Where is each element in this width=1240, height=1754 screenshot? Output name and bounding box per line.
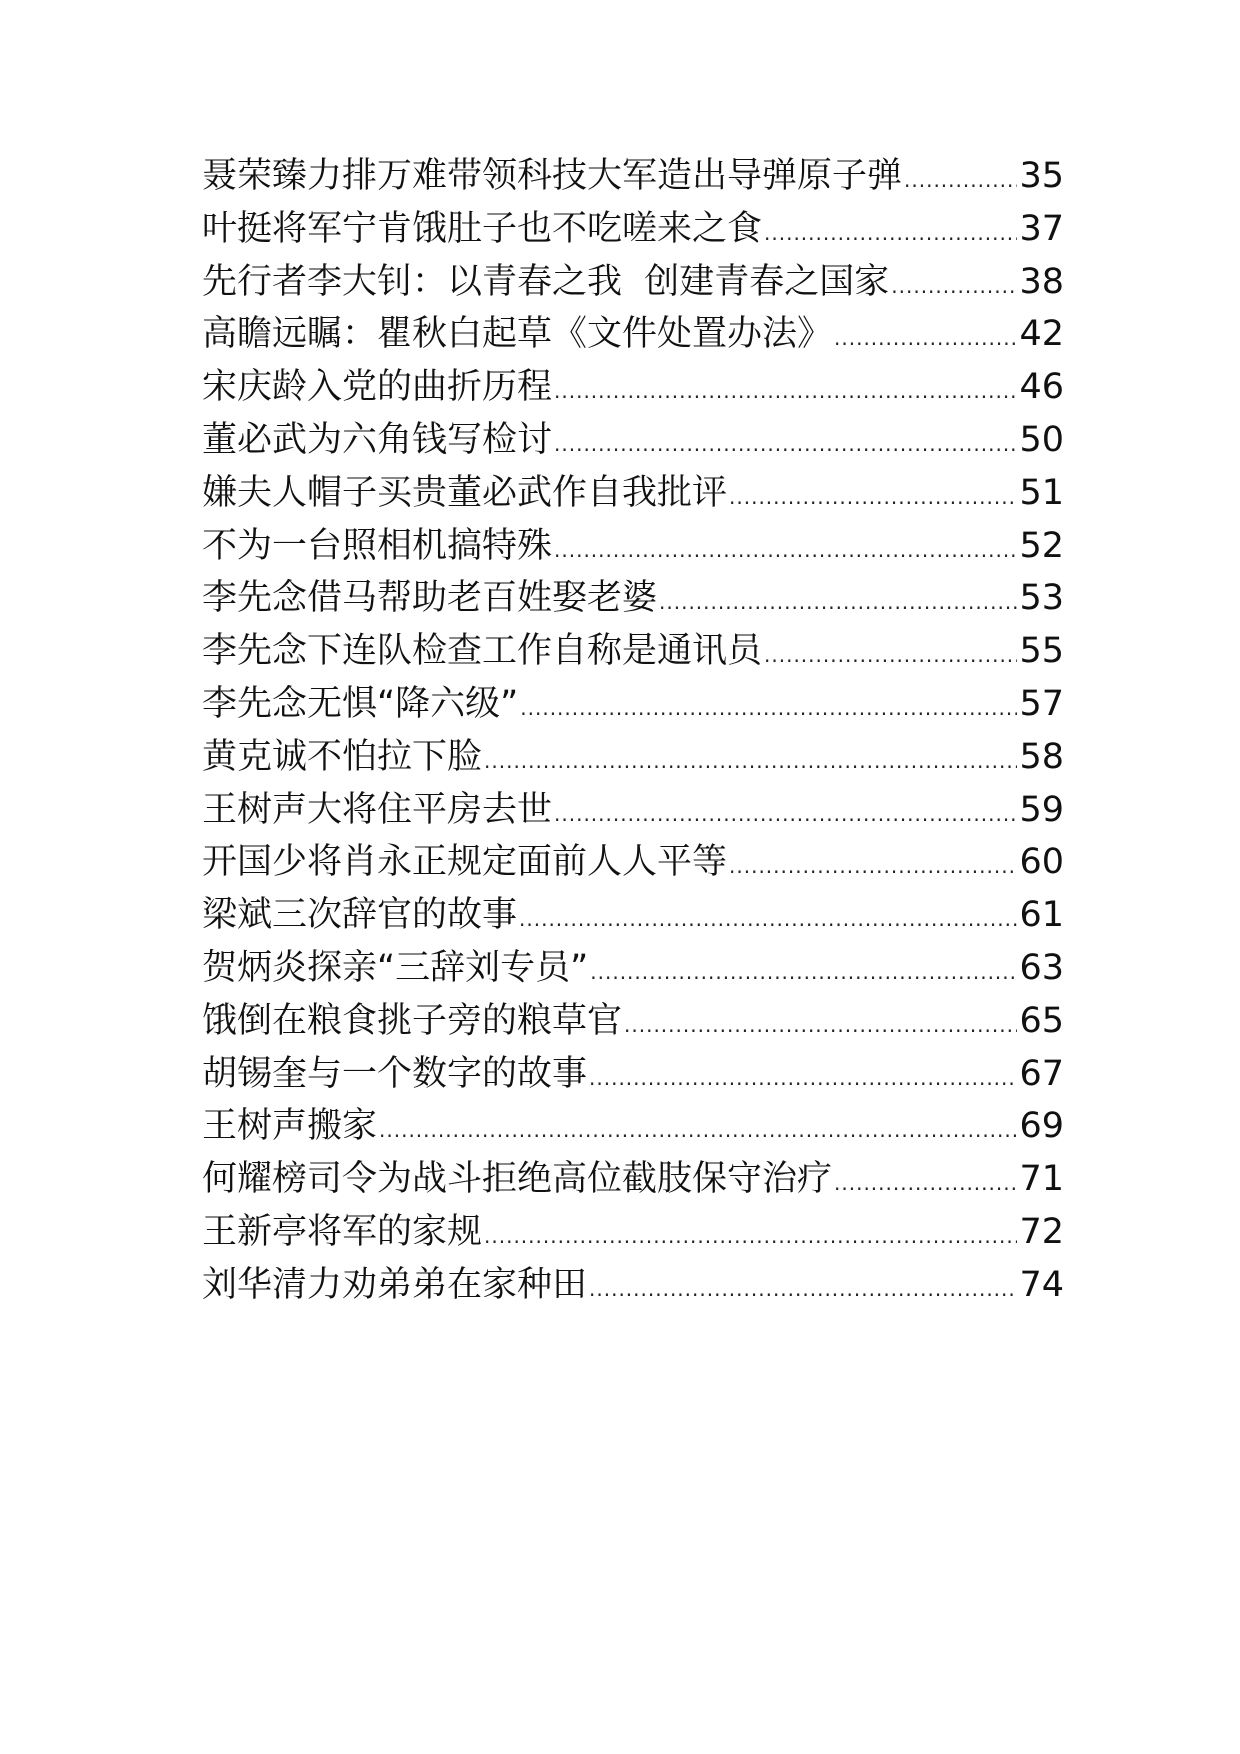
toc-dot-leader: [589, 1052, 1017, 1105]
toc-dot-leader: [554, 418, 1017, 471]
toc-entry[interactable]: [202, 1100, 1064, 1153]
toc-dot-leader: [904, 154, 1017, 207]
toc-entry-page-number: 69: [1019, 1106, 1064, 1147]
toc-dot-leader: [554, 524, 1017, 577]
toc-entry-title: 胡锡奎与一个数字的故事: [202, 1053, 588, 1094]
toc-entry[interactable]: [202, 572, 1064, 625]
toc-dot-leader: [520, 682, 1017, 735]
toc-entry[interactable]: [202, 889, 1064, 942]
toc-entry-title: 董必武为六角钱写检讨: [202, 419, 553, 460]
toc-entry[interactable]: [202, 1153, 1064, 1206]
toc-entry[interactable]: [202, 203, 1064, 256]
toc-entry[interactable]: [202, 942, 1064, 995]
toc-dot-leader: [834, 312, 1017, 365]
toc-dot-leader: [764, 629, 1017, 682]
toc-entry[interactable]: [202, 678, 1064, 731]
toc-dot-leader: [589, 1263, 1017, 1316]
toc-entry-page-number: 52: [1019, 525, 1064, 566]
toc-dot-leader: [764, 207, 1017, 260]
toc-dot-leader: [484, 1210, 1017, 1263]
toc-entry[interactable]: [202, 731, 1064, 784]
toc-dot-leader: [484, 735, 1017, 788]
toc-entry[interactable]: [202, 1206, 1064, 1259]
toc-dot-leader: [729, 840, 1017, 893]
toc-entry-page-number: 71: [1019, 1159, 1064, 1200]
toc-entry-page-number: 59: [1019, 789, 1064, 830]
toc-entry[interactable]: [202, 520, 1064, 573]
toc-entry-title: 饿倒在粮食挑子旁的粮草官: [202, 1000, 623, 1041]
toc-entry-page-number: 35: [1019, 156, 1064, 196]
toc-entry-page-number: 57: [1019, 683, 1064, 724]
toc-entry-page-number: 72: [1019, 1211, 1064, 1252]
toc-entry-page-number: 53: [1019, 578, 1064, 619]
toc-entry[interactable]: [202, 1259, 1064, 1312]
toc-entry[interactable]: [202, 784, 1064, 837]
toc-entry-title: 王新亭将军的家规: [202, 1211, 483, 1252]
toc-entry-title: 黄克诚不怕拉下脸: [202, 736, 483, 777]
toc-entry-title: 李先念借马帮助老百姓娶老婆: [202, 578, 658, 619]
toc-entry[interactable]: [202, 467, 1064, 520]
toc-entry[interactable]: [202, 361, 1064, 414]
toc-entry-page-number: 38: [1019, 261, 1064, 302]
toc-entry-title: 嫌夫人帽子买贵董必武作自我批评: [202, 472, 728, 513]
toc-entry-title: 开国少将肖永正规定面前人人平等: [202, 842, 728, 883]
toc-entry[interactable]: [202, 995, 1064, 1048]
toc-entry-page-number: 61: [1019, 895, 1064, 936]
toc-entry-title: 王树声搬家: [202, 1106, 378, 1147]
toc-entry-page-number: 63: [1019, 947, 1064, 988]
toc-dot-leader: [554, 788, 1017, 841]
toc-entry-page-number: 37: [1019, 208, 1064, 249]
toc-dot-leader: [729, 471, 1017, 524]
toc-entry-title: 刘华清力劝弟弟在家种田: [202, 1264, 588, 1305]
toc-entry-page-number: 74: [1019, 1264, 1064, 1305]
toc-entry-title: 先行者李大钊：以青春之我 创建青春之国家: [202, 261, 890, 302]
toc-entry[interactable]: [202, 836, 1064, 889]
toc-entry-page-number: 65: [1019, 1000, 1064, 1041]
toc-entry-title: 梁斌三次辞官的故事: [202, 895, 518, 936]
toc-entry-title: 王树声大将住平房去世: [202, 789, 553, 830]
toc-entry-title: 李先念无惧“降六级”: [202, 683, 519, 724]
toc-dot-leader: [519, 893, 1017, 946]
toc-dot-leader: [379, 1104, 1017, 1157]
toc-dot-leader: [554, 365, 1017, 418]
toc-entry-page-number: 55: [1019, 631, 1064, 672]
toc-dot-leader: [834, 1157, 1017, 1210]
toc-entry[interactable]: [202, 256, 1064, 309]
toc-entry-title: 聂荣臻力排万难带领科技大军造出导弹原子弹: [202, 156, 903, 196]
toc-dot-leader: [891, 260, 1017, 313]
toc-dot-leader: [624, 999, 1017, 1052]
toc-entry-page-number: 60: [1019, 842, 1064, 883]
toc-entry-title: 李先念下连队检查工作自称是通讯员: [202, 631, 763, 672]
toc-entry-page-number: 51: [1019, 472, 1064, 513]
toc-entry-title: 何耀榜司令为战斗拒绝高位截肢保守治疗: [202, 1159, 833, 1200]
toc-entry-page-number: 67: [1019, 1053, 1064, 1094]
toc-entry-title: 高瞻远瞩：瞿秋白起草《文件处置办法》: [202, 314, 833, 355]
toc-entry-title: 不为一台照相机搞特殊: [202, 525, 553, 566]
toc-entry-title: 叶挺将军宁肯饿肚子也不吃嗟来之食: [202, 208, 763, 249]
toc-entry[interactable]: [202, 414, 1064, 467]
toc-entry[interactable]: [202, 1048, 1064, 1101]
toc-entry[interactable]: [202, 150, 1064, 203]
toc-entry[interactable]: [202, 625, 1064, 678]
toc-entry-title: 贺炳炎探亲“三辞刘专员”: [202, 947, 589, 988]
toc-entry-page-number: 50: [1019, 419, 1064, 460]
toc-dot-leader: [590, 946, 1017, 999]
toc-entry-page-number: 42: [1019, 314, 1064, 355]
toc-entry[interactable]: [202, 308, 1064, 361]
toc-entry-title: 宋庆龄入党的曲折历程: [202, 367, 553, 408]
table-of-contents: [202, 150, 1064, 1312]
toc-entry-page-number: 46: [1019, 367, 1064, 408]
toc-dot-leader: [659, 576, 1017, 629]
toc-entry-page-number: 58: [1019, 736, 1064, 777]
